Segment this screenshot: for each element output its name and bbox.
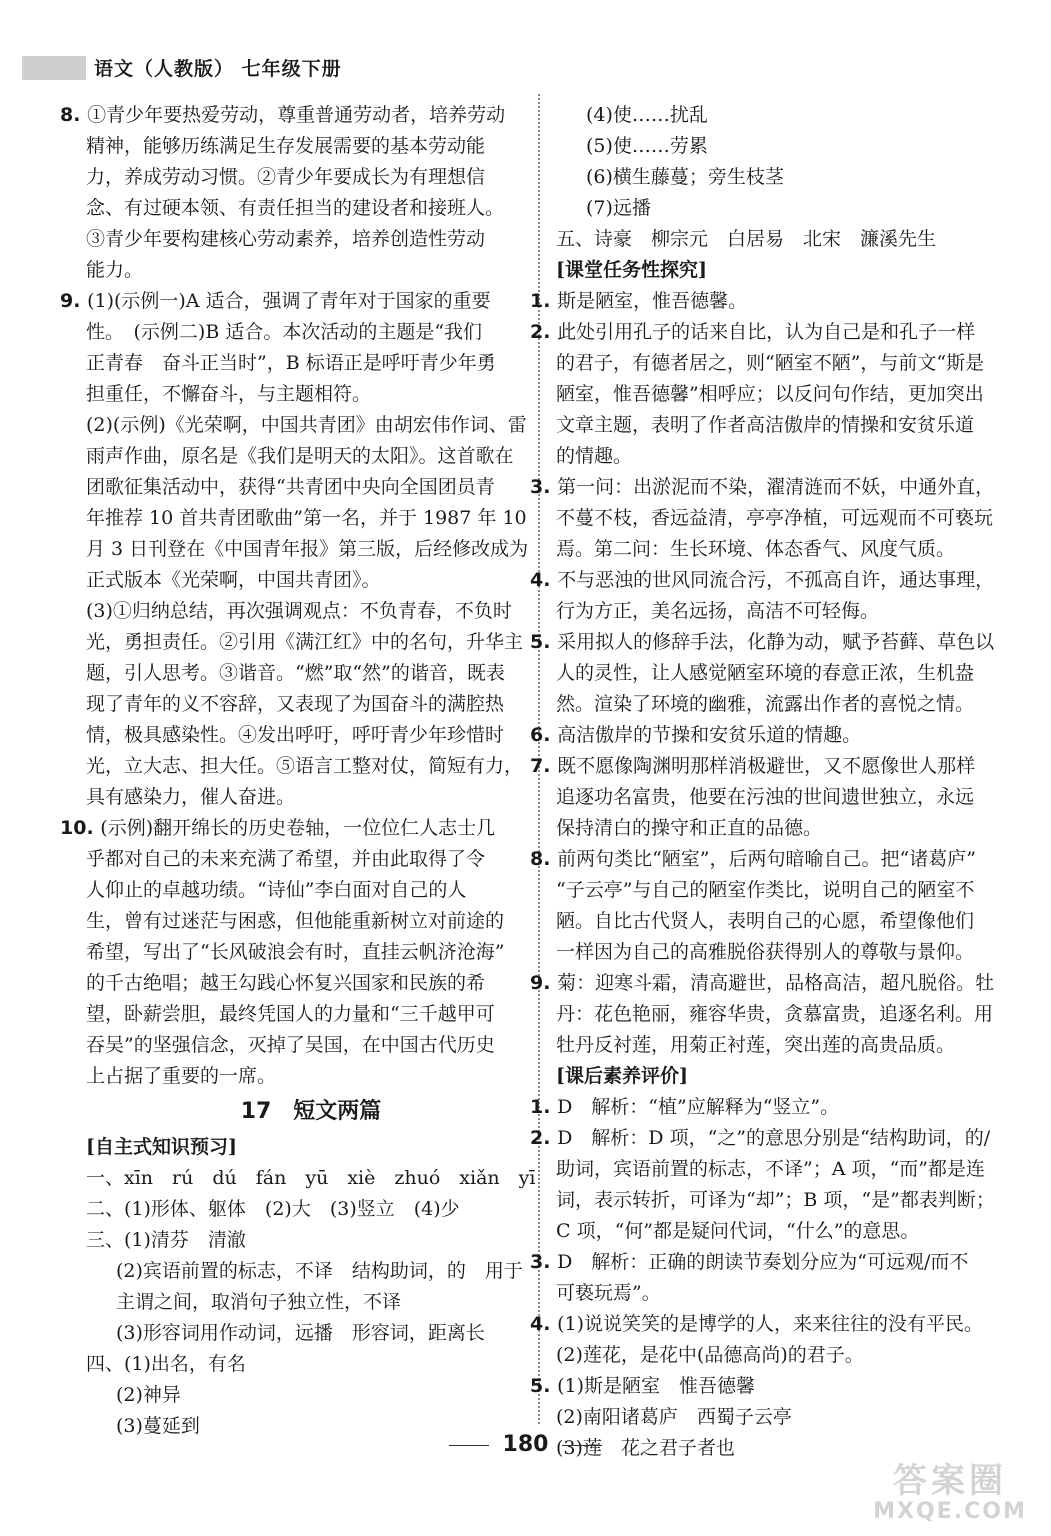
- answer-line: [86, 937, 516, 968]
- left-column: [60, 100, 536, 1442]
- answer-line: [86, 1318, 516, 1349]
- question-number: 4.: [530, 1313, 558, 1335]
- answer-text: 雨声作曲，原名是《我们是明天的太阳》。这首歌在: [86, 445, 514, 467]
- answer-text: 一样因为自己的高雅脱俗获得别人的尊敬与景仰。: [556, 941, 975, 963]
- answer-line: [530, 751, 996, 782]
- answer-text: (2)南阳诸葛庐 西蜀子云亭: [556, 1406, 792, 1428]
- answer-text: (3)蔓延到: [116, 1415, 200, 1437]
- answer-line: [86, 720, 516, 751]
- answer-line: [530, 317, 996, 348]
- answer-text: 月 3 日刊登在《中国青年报》第三版，后经修改成为: [86, 538, 529, 560]
- answer-text: (3)莲 花之君子者也: [556, 1437, 735, 1459]
- answer-line: [556, 379, 996, 410]
- answer-text: 菊：迎寒斗霜，清高避世，品格高洁，超凡脱俗。牡: [557, 972, 995, 994]
- answer-line: [60, 100, 516, 131]
- answer-line: [556, 131, 996, 162]
- answer-line: [556, 410, 996, 441]
- answer-line: [530, 1309, 996, 1340]
- answer-text: (1)说说笑笑的是博学的人，来来往往的没有平民。: [557, 1313, 983, 1335]
- question-number: 6.: [530, 724, 558, 746]
- answer-line: [556, 534, 996, 565]
- answer-text: 上占据了重要的一席。: [86, 1065, 277, 1087]
- answer-text: 担重任，不懈奋斗，与主题相符。: [86, 383, 372, 405]
- question-number: 9.: [60, 290, 88, 312]
- answer-line: [556, 906, 996, 937]
- answer-line: [86, 472, 516, 503]
- answer-line: [86, 1194, 516, 1225]
- answer-line: [86, 503, 527, 534]
- answer-text: 望，卧薪尝胆，最终凭国人的力量和“三千越甲可: [86, 1003, 495, 1025]
- answer-text: 的千古绝唱；越王勾践心怀复兴国家和民族的希: [86, 972, 486, 994]
- lesson-title: 17 短文两篇: [240, 1099, 382, 1124]
- answer-line: [530, 1247, 996, 1278]
- answer-line: [556, 1185, 996, 1216]
- question-number: 5.: [530, 631, 558, 653]
- section-heading: [课后素养评价]: [556, 1065, 688, 1087]
- answer-line: [530, 286, 996, 317]
- answer-line: [86, 782, 516, 813]
- answer-text: 力，养成劳动习惯。②青少年要成长为有理想信: [86, 166, 486, 188]
- answer-line: [530, 720, 996, 751]
- answer-text: 乎都对自己的未来充满了希望，并由此取得了令: [86, 848, 486, 870]
- question-number: 3.: [530, 1251, 558, 1273]
- answer-text: (3)形容词用作动词，远播 形容词，距离长: [116, 1322, 485, 1344]
- answer-line: [86, 1061, 516, 1092]
- answer-text: 正式版本《光荣啊，中国共青团》。: [86, 569, 381, 591]
- answer-line: [556, 999, 996, 1030]
- answer-line: [556, 1278, 996, 1309]
- question-number: 1.: [530, 1096, 558, 1118]
- header-title: 语文（人教版） 七年级下册: [94, 58, 342, 80]
- answer-line: [556, 441, 996, 472]
- answer-text: 陋室，惟吾德馨”相呼应；以反问句作结，更加突出: [556, 383, 984, 405]
- answer-text: 不蔓不枝，香远益清，亭亭净植，可远观而不可亵玩: [556, 507, 994, 529]
- question-number: 4.: [530, 569, 558, 591]
- answer-text: 助词，宾语前置的标志，不译”；A 项，“而”都是连: [556, 1158, 985, 1180]
- answer-text: (6)横生藤蔓；旁生枝茎: [586, 166, 784, 188]
- answer-line: [86, 379, 516, 410]
- section-heading: [课堂任务性探究]: [556, 259, 707, 281]
- answer-line: [556, 937, 996, 968]
- answer-line: [556, 100, 996, 131]
- answer-line: [556, 1340, 996, 1371]
- answer-line: [86, 1225, 516, 1256]
- answer-line: [86, 999, 516, 1030]
- answer-line: [86, 1256, 523, 1287]
- answer-text: ①青少年要热爱劳动，尊重普通劳动者，培养劳动: [87, 104, 506, 126]
- answer-text: C 项，“何”都是疑问代词，“什么”的意思。: [556, 1220, 920, 1242]
- answer-line: [86, 1380, 516, 1411]
- page-number-footer: [0, 1432, 1051, 1457]
- answer-text: 陋。自比古代贤人，表明自己的心愿，希望像他们: [556, 910, 975, 932]
- answer-text: 不与恶浊的世风同流合污，不孤高自许，通达事理，: [557, 569, 995, 591]
- answer-text: (2)神异: [116, 1384, 181, 1406]
- answer-text: (3)①归纳总结，再次强调观点：不负青春，不负时: [86, 600, 512, 622]
- answer-line: [556, 875, 996, 906]
- answer-line: [556, 658, 996, 689]
- answer-line: [530, 472, 996, 503]
- answer-line: [60, 286, 516, 317]
- answer-line: [556, 813, 996, 844]
- answer-line: [530, 1123, 996, 1154]
- answer-text: (示例)翻开绵长的历史卷轴，一位位仁人志士几: [100, 817, 496, 839]
- preview-section: [86, 1132, 536, 1442]
- question-number: 5.: [530, 1375, 558, 1397]
- answer-text: 光，勇担责任。②引用《满江红》中的名句，升华主: [86, 631, 524, 653]
- answer-line: [556, 1402, 996, 1433]
- answer-text: 追逐功名富贵，他要在污浊的世间遗世独立，永远: [556, 786, 975, 808]
- page-number: 180: [502, 1432, 549, 1457]
- answer-line: [530, 627, 996, 658]
- answer-line: [86, 565, 516, 596]
- answer-text: 一、xīn rú dú fán yū xiè zhuó xiǎn yī: [86, 1167, 536, 1189]
- answer-text: 年推荐 10 首共青团歌曲”第一名，并于 1987 年 10: [86, 507, 527, 529]
- answer-text: 三、(1)清芬 清澈: [86, 1229, 246, 1251]
- answer-text: 文章主题，表明了作者高洁傲岸的情操和安贫乐道: [556, 414, 975, 436]
- answer-line: [530, 844, 996, 875]
- answer-line: [86, 596, 516, 627]
- answer-text: 既不愿像陶渊明那样消极避世，又不愿像世人那样: [557, 755, 976, 777]
- answer-line: [86, 1349, 516, 1380]
- answer-text: (7)远播: [586, 197, 651, 219]
- answer-text: 前两句类比“陋室”，后两句暗喻自己。把“诸葛庐”: [557, 848, 976, 870]
- answer-line: [556, 1030, 996, 1061]
- answer-text: D 解析：正确的朗读节奏划分应为“可远观/而不: [557, 1251, 969, 1273]
- answer-line: [86, 627, 524, 658]
- section-heading: [自主式知识预习]: [86, 1136, 237, 1158]
- answer-line: [530, 1371, 996, 1402]
- answer-text: 斯是陋室，惟吾德馨。: [557, 290, 748, 312]
- answer-text: 可亵玩焉”。: [556, 1282, 661, 1304]
- left-answers: [60, 100, 529, 1092]
- answer-text: (5)使……劳累: [586, 135, 708, 157]
- answer-line: [530, 968, 996, 999]
- question-number: 7.: [530, 755, 558, 777]
- answer-text: 正青春 奋斗正当时”，B 标语正是呼吁青少年勇: [86, 352, 496, 374]
- answer-line: [86, 193, 516, 224]
- answer-text: 具有感染力，催人奋进。: [86, 786, 296, 808]
- question-number: 2.: [530, 321, 558, 343]
- answer-line: [86, 162, 516, 193]
- answer-text: 题，引人思考。③谐音。“燃”取“然”的谐音，既表: [86, 662, 505, 684]
- footer-dash-right: [562, 1445, 602, 1446]
- answer-text: D 解析：D 项，“之”的意思分别是“结构助词，的/: [557, 1127, 991, 1149]
- footer-dash-left: [449, 1445, 489, 1446]
- answer-text: (2)宾语前置的标志，不译 结构助词，的 用于: [116, 1260, 523, 1282]
- question-number: 10.: [60, 817, 101, 839]
- answer-line: [86, 255, 516, 286]
- answer-text: (4)使……扰乱: [586, 104, 708, 126]
- answer-line: [530, 565, 996, 596]
- answer-line: [86, 875, 516, 906]
- answer-text: 现了青年的义不容辞，又表现了为国奋斗的满腔热: [86, 693, 505, 715]
- answer-line: [556, 224, 996, 255]
- answer-line: [86, 131, 516, 162]
- answer-text: (2)(示例)《光荣啊，中国共青团》由胡宏伟作词、雷: [86, 414, 527, 436]
- question-number: 2.: [530, 1127, 558, 1149]
- answer-line: [86, 534, 529, 565]
- answer-line: [86, 410, 527, 441]
- right-column: [530, 100, 996, 1464]
- answer-line: [556, 503, 996, 534]
- answer-text: 词，表示转折，可译为“却”；B 项，“是”都表判断；: [556, 1189, 995, 1211]
- answer-line: [86, 1030, 516, 1061]
- answer-text: 丹：花色艳丽，雍容华贵，贪慕富贵，追逐名利。用: [556, 1003, 994, 1025]
- answer-text: 第一问：出淤泥而不染，濯清涟而不妖，中通外直，: [557, 476, 995, 498]
- answer-line: [86, 751, 524, 782]
- question-number: 1.: [530, 290, 558, 312]
- question-number: 9.: [530, 972, 558, 994]
- answer-text: 性。 (示例二)B 适合。本次活动的主题是“我们: [86, 321, 483, 343]
- answer-line: [556, 596, 996, 627]
- answer-text: 人的灵性，让人感觉陋室环境的春意正浓，生机盎: [556, 662, 975, 684]
- answer-text: 采用拟人的修辞手法，化静为动，赋予苔藓、草色以: [557, 631, 995, 653]
- answer-text: D 解析：“植”应解释为“竖立”。: [557, 1096, 840, 1118]
- answer-line: [556, 348, 996, 379]
- answer-text: “子云亭”与自己的陋室作类比，说明自己的陋室不: [556, 879, 975, 901]
- answer-text: 的君子，有德者居之，则“陋室不陋”，与前文“斯是: [556, 352, 985, 374]
- answer-text: (1)(示例一)A 适合，强调了青年对于国家的重要: [87, 290, 491, 312]
- answer-text: 情，极具感染性。④发出呼吁，呼吁青少年珍惜时: [86, 724, 505, 746]
- answer-text: (2)莲花，是花中(品德高尚)的君子。: [556, 1344, 864, 1366]
- answer-line: [60, 813, 516, 844]
- answer-line: [556, 1154, 996, 1185]
- answer-line: [86, 348, 516, 379]
- answer-line: [86, 689, 516, 720]
- watermark-logo: [860, 1462, 1040, 1526]
- answer-line: [86, 317, 516, 348]
- answer-line: [86, 1163, 536, 1194]
- answer-text: 生，曾有过迷茫与困惑，但他能重新树立对前途的: [86, 910, 505, 932]
- question-number: 8.: [60, 104, 88, 126]
- answer-text: 然。渲染了环境的幽雅，流露出作者的喜悦之情。: [556, 693, 975, 715]
- answer-text: 保持清白的操守和正直的品德。: [556, 817, 823, 839]
- answer-text: 二、(1)形体、躯体 (2)大 (3)竖立 (4)少: [86, 1198, 460, 1220]
- answer-text: (1)斯是陋室 惟吾德馨: [557, 1375, 755, 1397]
- answer-text: ③青少年要构建核心劳动素养，培养创造性劳动: [86, 228, 486, 250]
- answer-text: 此处引用孔子的话来自比，认为自己是和孔子一样: [557, 321, 976, 343]
- answer-text: 吞吴”的坚强信念，灭掉了吴国，在中国古代历史: [86, 1034, 495, 1056]
- answer-text: 四、(1)出名，有名: [86, 1353, 246, 1375]
- answer-line: [86, 968, 516, 999]
- answer-text: 五、诗豪 柳宗元 白居易 北宋 濂溪先生: [556, 228, 937, 250]
- answer-line: [86, 906, 516, 937]
- answer-text: 精神，能够历练满足生存发展需要的基本劳动能: [86, 135, 486, 157]
- answer-text: 团歌征集活动中，获得“共青团中央向全国团员青: [86, 476, 495, 498]
- answer-line: [556, 1216, 996, 1247]
- answer-text: 人仰止的卓越功绩。“诗仙”李白面对自己的人: [86, 879, 467, 901]
- answer-line: [86, 224, 516, 255]
- answer-text: 高洁傲岸的节操和安贫乐道的情趣。: [557, 724, 862, 746]
- answer-text: 念、有过硬本领、有责任担当的建设者和接班人。: [86, 197, 505, 219]
- right-answers: [530, 100, 996, 1464]
- watermark-text: 答案圈: [893, 1461, 1007, 1501]
- answer-text: 光，立大志、担大任。⑤语言工整对仗，简短有力，: [86, 755, 524, 777]
- answer-text: 的情趣。: [556, 445, 633, 467]
- answer-line: [86, 1287, 516, 1318]
- answer-line: [530, 1092, 996, 1123]
- answer-text: 希望，写出了“长风破浪会有时，直挂云帆济沧海”: [86, 941, 505, 963]
- header-marker: [22, 56, 86, 80]
- answer-line: [556, 162, 996, 193]
- answer-text: 焉。第二问：生长环境、体态香气、风度气质。: [556, 538, 956, 560]
- question-number: 3.: [530, 476, 558, 498]
- answer-line: [556, 193, 996, 224]
- answer-text: 行为方正，美名远扬，高洁不可轻侮。: [556, 600, 880, 622]
- answer-line: [556, 782, 996, 813]
- answer-line: [86, 441, 516, 472]
- answer-line: [556, 689, 996, 720]
- answer-line: [86, 658, 516, 689]
- answer-text: 牡丹反衬莲，用菊正衬莲，突出莲的高贵品质。: [556, 1034, 956, 1056]
- answer-text: 能力。: [86, 259, 144, 281]
- answer-line: [86, 844, 516, 875]
- question-number: 8.: [530, 848, 558, 870]
- watermark-domain: MXQE.COM: [873, 1499, 1027, 1524]
- answer-text: 主谓之间，取消句子独立性，不译: [116, 1291, 402, 1313]
